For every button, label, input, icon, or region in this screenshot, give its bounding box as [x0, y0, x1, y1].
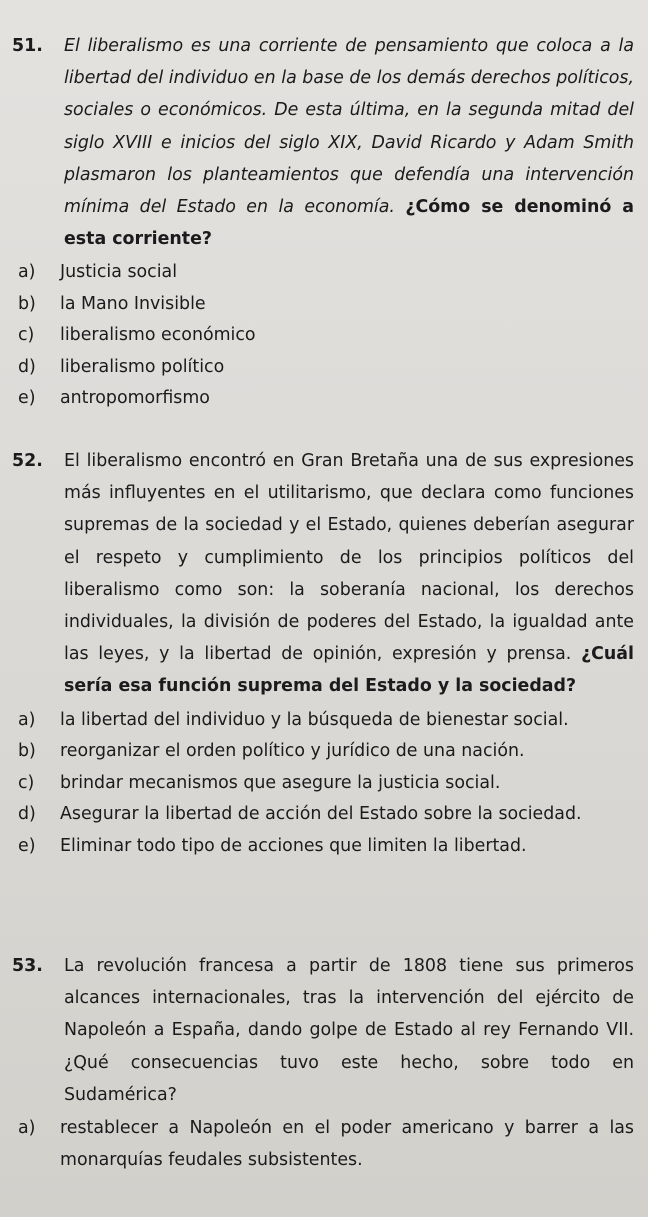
option-d[interactable] — [12, 352, 634, 384]
option-letter: e) — [18, 835, 36, 856]
option-list — [12, 705, 634, 863]
question-text: La revolución francesa a partir de 1808 tiene sus primeros alcances internacionales, tras la intervención del ejército de Napoleón a España, dando golpe de Estado al rey Fernando VII. ¿Qué consecuencias tuvo este hecho, sobre todo en Sudamérica? — [64, 956, 634, 1105]
question-number: 53. — [12, 956, 43, 976]
option-letter: c) — [18, 325, 35, 346]
question-stem — [12, 950, 634, 1111]
question-51 — [12, 30, 634, 415]
question-body — [64, 445, 634, 703]
option-letter: e) — [18, 388, 36, 409]
question-stem — [12, 445, 634, 703]
question-prompt: ¿Cuál sería esa función suprema del Estado y la sociedad? — [64, 644, 634, 697]
option-text: Asegurar la libertad de acción del Estado sobre la sociedad. — [60, 804, 582, 825]
option-text: reorganizar el orden político y jurídico de una nación. — [60, 741, 525, 762]
option-letter: a) — [18, 262, 36, 283]
question-prompt: ¿Cómo se denominó a esta corriente? — [64, 197, 634, 250]
option-text: antropomorfismo — [60, 388, 210, 409]
option-text: la Mano Invisible — [60, 293, 206, 314]
option-list — [12, 257, 634, 415]
option-e[interactable] — [12, 383, 634, 415]
question-53 — [12, 950, 634, 1176]
option-b[interactable] — [12, 289, 634, 321]
option-a[interactable] — [12, 705, 634, 737]
option-text: brindar mecanismos que asegure la justicia social. — [60, 772, 501, 793]
option-c[interactable] — [12, 320, 634, 352]
option-a[interactable] — [12, 1113, 634, 1176]
option-text: liberalismo político — [60, 356, 225, 377]
option-letter: d) — [18, 356, 36, 377]
option-text: Eliminar todo tipo de acciones que limiten la libertad. — [60, 835, 527, 856]
question-stem — [12, 30, 634, 255]
option-list — [12, 1113, 634, 1176]
option-b[interactable] — [12, 736, 634, 768]
question-number: 51. — [12, 36, 43, 56]
option-letter: d) — [18, 804, 36, 825]
option-a[interactable] — [12, 257, 634, 289]
question-52 — [12, 445, 634, 862]
option-letter: b) — [18, 293, 36, 314]
option-letter: a) — [18, 1118, 36, 1139]
option-letter: c) — [18, 772, 35, 793]
question-body — [64, 30, 634, 255]
option-text: Justicia social — [60, 262, 178, 283]
option-d[interactable] — [12, 799, 634, 831]
question-number: 52. — [12, 451, 43, 471]
question-text: El liberalismo es una corriente de pensamiento que coloca a la libertad del individuo en la base de los demás derechos políticos, sociales o económicos. De esta última, en la segunda mitad del siglo XVIII e inicios del siglo XIX, David Ricardo y Adam Smith plasmaron los planteamientos que defendía una intervención mínima del Estado en la economía. — [64, 36, 634, 218]
question-body — [64, 950, 634, 1111]
option-e[interactable] — [12, 831, 634, 863]
option-c[interactable] — [12, 768, 634, 800]
option-letter: b) — [18, 741, 36, 762]
option-text: liberalismo económico — [60, 325, 256, 346]
question-text: El liberalismo encontró en Gran Bretaña una de sus expresiones más influyentes en el utilitarismo, que declara como funciones supremas de la sociedad y el Estado, quienes deberían asegurar el respeto y cumplimiento de los principios políticos del liberalismo como son: la soberanía nacional, los derechos individuales, la división de poderes del Estado, la igualdad ante las leyes, y la libertad de opinión, expresión y prensa. — [64, 451, 634, 665]
option-letter: a) — [18, 709, 36, 730]
option-text: la libertad del individuo y la búsqueda de bienestar social. — [60, 709, 569, 730]
option-text: restablecer a Napoleón en el poder americano y barrer a las monarquías feudales subsistentes. — [60, 1118, 634, 1170]
